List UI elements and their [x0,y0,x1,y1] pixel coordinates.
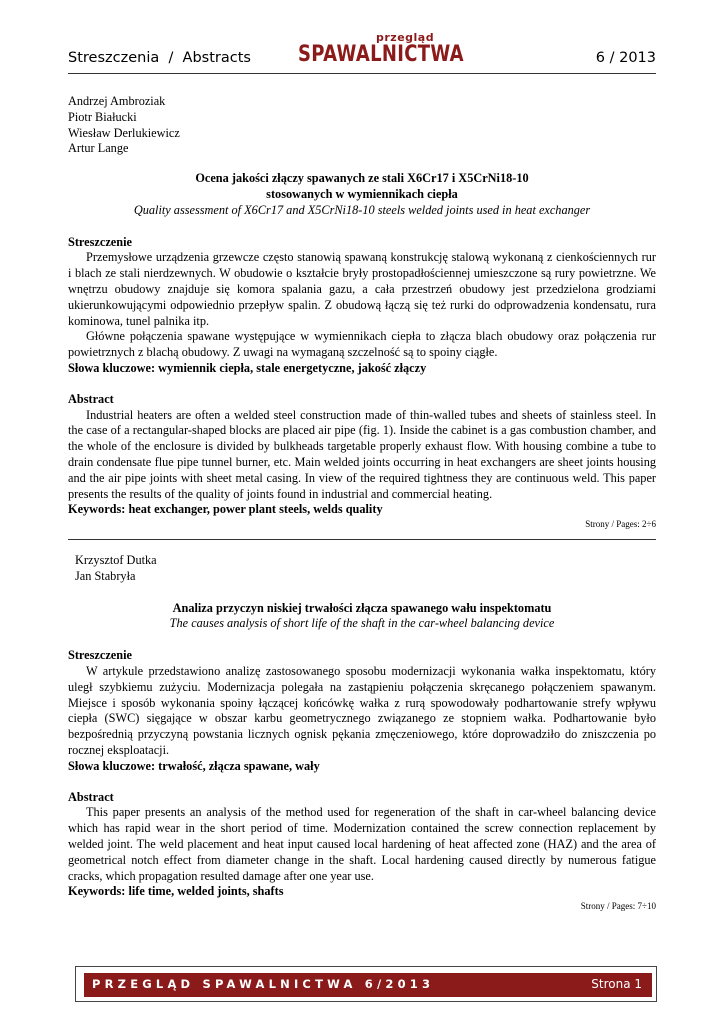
article-1-abstract-text: Industrial heaters are often a welded steel construction made of thin-walled tubes and sheets of stainless steel. In the case of a rectangular-shaped blocks are placed air pipe (fig. 1). Inside the cabinet is a gas combustion chamber, and the whole of the enclosure is divided by bulkheads targetable properly exhaust flow. With housing combine a tube to drain condensate flue pipe tunnel burner, etc. Main welded joints occurring in heat exchangers are sheet joints housing and the air pipe joints with sheet metal casing. In view of the required tightness they are continuous weld. This paper presents the results of the quality of joints found in industrial and commercial heating. [68,407,656,501]
article-1-title-pl-line1: Ocena jakości złączy spawanych ze stali X6Cr17 i X5CrNi18-10 [195,171,529,186]
article-2 [68,553,656,912]
article-2-authors [68,553,656,585]
article-1-pages: Strony / Pages: 2÷6 [585,519,656,530]
header-issue: 6 / 2013 [595,50,656,66]
journal-logo [298,30,464,70]
article-1-abstract-heading: Abstract [68,391,114,406]
header-divider [68,73,656,74]
author: Krzysztof Dutka [75,553,157,567]
footer-page-number: Strona 1 [591,977,642,991]
article-1-authors [68,94,656,157]
page-footer [75,966,657,1002]
author: Artur Lange [68,141,129,156]
article-2-title-pl: Analiza przyczyn niskiej trwałości złącza spawanego wału inspektomatu [172,600,552,615]
logo-subtitle: przegląd [376,31,435,44]
article-2-streszczenie-heading: Streszczenie [68,648,132,663]
author: Jan Stabryła [75,568,136,583]
article-2-keywords: Keywords: life time, welded joints, shafts [68,884,284,899]
article-2-streszczenie-text: W artykule przedstawiono analizę zastosowanego sposobu modernizacji wykonania wałka inspektomatu, który uległ szybkiemu zużyciu. Modernizacja polegała na zastąpieniu połączenia skręcanego połączeniem spawanym. Miejsce i sposób wykonania spoiny łączącej końcówkę wałka z rurą spowodowały podhartowanie strefy wpływu ciepła (SWC) sięgające w obszar karbu geometrycznego związanego ze stopniem wałka. Podhartowanie było bezpośrednią przyczyną powstania licznych ognisk pękania zmęczeniowego, które doprowadziło do zniszczenia po rocznej eksploatacji. [68,663,656,757]
article-2-title-en: The causes analysis of short life of the shaft in the car-wheel balancing device [169,616,555,631]
page-header [68,30,656,70]
article-1-slowa-kluczowe: Słowa kluczowe: wymiennik ciepła, stale energetyczne, jakość złączy [68,360,427,375]
header-section-title: Streszczenia / Abstracts [68,50,251,66]
article-2-pages: Strony / Pages: 7÷10 [580,901,656,912]
article-1-title-en: Quality assessment of X6Cr17 and X5CrNi18-10 steels welded joints used in heat exchanger [133,202,591,217]
article-2-abstract-text: This paper presents an analysis of the method used for regeneration of the shaft in car-wheel balancing device which has rapid wear in the short period of time. Modernization contained the screw connection replacement by welded joint. The weld placement and heat input caused local hardening of heat affected zone (HAZ) and the area of geometrical notch effect from diameter change in the shaft. Local hardening caused directly by numerous fatigue cracks, which propagation resulted damage after one year use. [68,805,656,883]
article-1 [68,94,656,530]
author: Wiesław Derlukiewicz [68,125,180,140]
article-1-streszczenie-heading: Streszczenie [68,234,132,249]
article-2-abstract-heading: Abstract [68,789,114,804]
article-divider [68,539,656,540]
author: Andrzej Ambroziak [68,94,166,108]
article-1-keywords: Keywords: heat exchanger, power plant steels, welds quality [68,502,383,517]
author: Piotr Białucki [68,109,137,124]
logo-title: SPAWALNICTWA [298,41,464,68]
footer-journal: PRZEGLĄD SPAWALNICTWA 6/2013 [92,977,435,991]
article-2-slowa-kluczowe: Słowa kluczowe: trwałość, złącza spawane, wały [68,758,320,773]
article-1-streszczenie-p1: Przemysłowe urządzenia grzewcze często stanowią spawaną konstrukcję stalową wykonaną z cienkościennych rur i blach ze stali nierdzewnych. W obudowie o kształcie bryły prostopadłościennej umieszczone są rury powietrzne. We wnętrzu obudowy znajduje się komora spalania gazu, a cała przestrzeń obudowy jest przedzielona grodziami ukierunkowującymi odpowiednio przepływ spalin. Z obudową łączą się też rurki do odprowadzenia kondensatu, rura kominowa, tunel palnika itp. [68,250,656,328]
footer-bar [84,973,652,997]
article-1-title-pl-line2: stosowanych w wymiennikach ciepła [266,186,458,201]
article-1-streszczenie-p2: Główne połączenia spawane występujące w wymiennikach ciepła to złącza blach obudowy oraz połączenia rur powietrznych z blachą obudowy. Z uwagi na wymaganą szczelność są to spoiny ciągłe. [68,329,656,360]
